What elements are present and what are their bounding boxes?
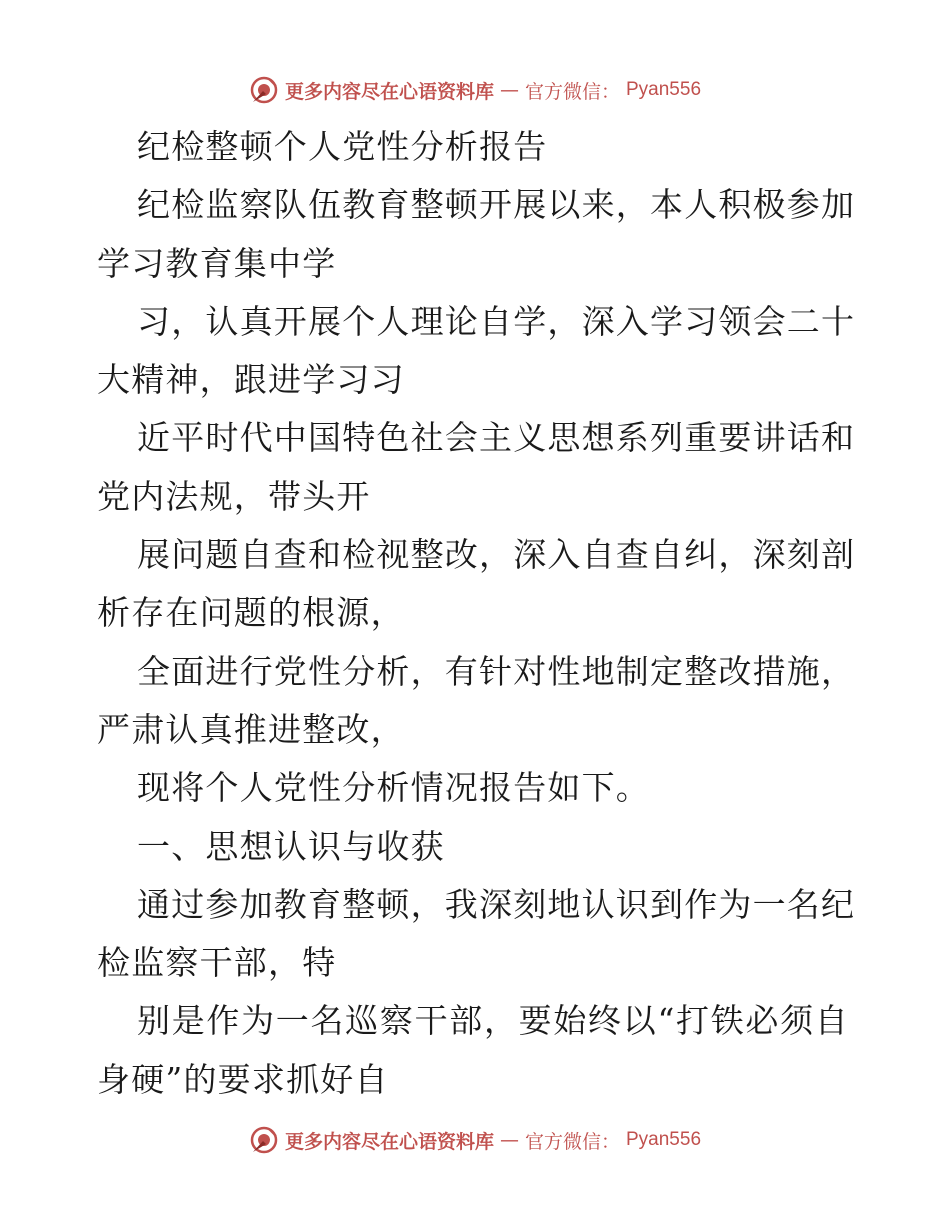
header-watermark-banner [0,70,950,110]
text-line: 纪检监察队伍教育整顿开展以来，本人积极参加 [137,185,856,225]
watermark-dash: — [499,1129,519,1151]
document-body [97,118,857,1109]
text-line: 严肃认真推进整改， [97,709,405,749]
document-title: 纪检整顿个人党性分析报告 [137,127,548,166]
pen-logo-icon [249,75,279,105]
pen-logo-icon [249,1125,279,1155]
text-line: 展问题自查和检视整改，深入自查自纠，深刻剖 [137,535,856,575]
text-line: 检监察干部，特 [97,943,337,983]
watermark-brand-text: 更多内容尽在心语资料库 [284,80,494,103]
text-line: 近平时代中国特色社会主义思想系列重要讲话和 [137,418,856,458]
text-line: 身硬”的要求抓好自 [97,1059,389,1099]
text-line: 习，认真开展个人理论自学，深入学习领会二十 [137,301,856,341]
watermark-official-label: 官方微信： [524,80,620,103]
text-line: 全面进行党性分析，有针对性地制定整改措施， [137,651,856,691]
text-line: 党内法规，带头开 [97,476,371,516]
watermark-official-label: 官方微信： [524,1130,620,1153]
text-line: 一、思想认识与收获 [137,826,445,866]
text-line: 别是作为一名巡察干部，要始终以“打铁必须自 [137,1001,849,1041]
text-line: 现将个人党性分析情况报告如下。 [137,768,650,808]
text-line: 析存在问题的根源， [97,593,405,633]
watermark-dash: — [499,79,519,101]
text-line: 通过参加教育整顿，我深刻地认识到作为一名纪 [137,884,856,924]
text-line: 学习教育集中学 [97,243,337,283]
text-line: 大精神，跟进学习习 [97,360,405,400]
watermark-wechat-id: Pyan556 [626,1129,702,1150]
watermark-wechat-id: Pyan556 [626,79,702,100]
watermark-brand-text: 更多内容尽在心语资料库 [284,1130,494,1153]
footer-watermark-banner [0,1120,950,1160]
